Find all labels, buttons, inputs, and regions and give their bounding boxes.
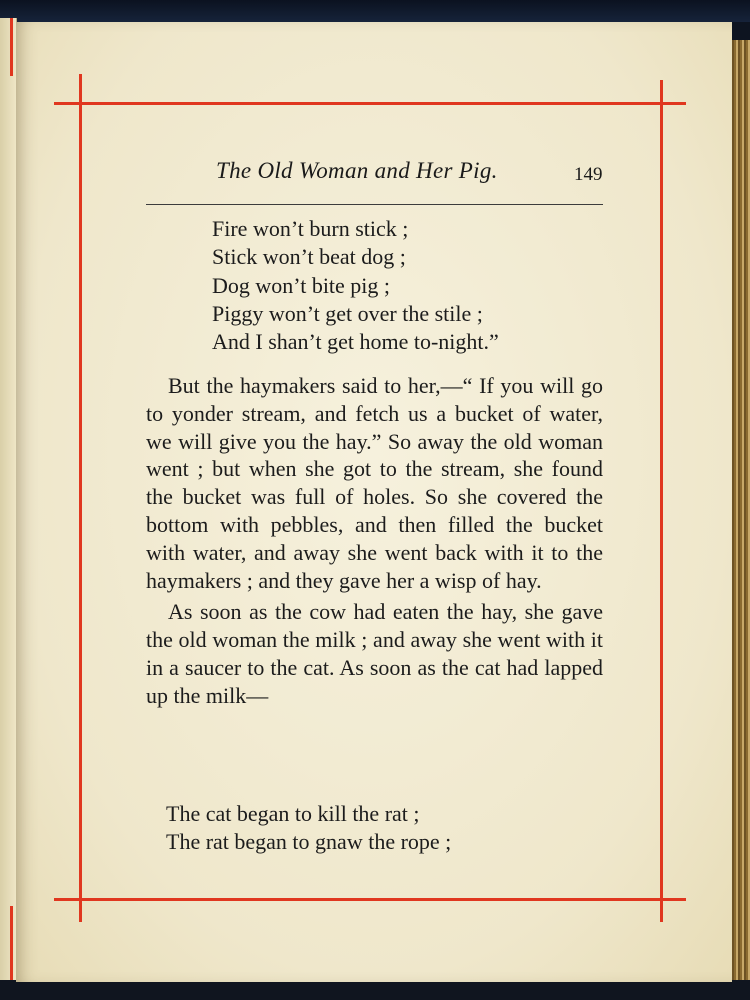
verse-block-2 [166,800,451,857]
verse-line: Dog won’t bite pig ; [212,272,391,298]
verse-line: The rat began to gnaw the rope ; [166,829,452,855]
verse-block-1 [212,215,499,356]
running-title: The Old Woman and Her Pig. [216,158,498,183]
verse-line: The cat began to kill the rat ; [166,801,420,826]
page-number: 149 [574,164,603,185]
paragraph: But the haymakers said to her,—“ If you will go to yonder stream, and fetch us a bucket of water, we will give you the hay.” So away the old woman went ; but when she got to the stream, she found the bucket was full of holes. So she covered the bottom with pebbles, and then filled the bucket with water, and away she went back with it to the haymakers ; and they gave her a wisp of hay. [146,373,603,593]
verse-line: And I shan’t get home to-night.” [212,329,499,355]
verse-line: Stick won’t beat dog ; [212,244,406,270]
verse-line: Piggy won’t get over the stile ; [212,300,483,326]
header-divider [146,204,603,205]
paragraph: As soon as the cow had eaten the hay, she gave the old woman the milk ; and away she went with it in a saucer to the cat. As soon as the cat had lapped up the milk— [146,599,603,708]
verse-line: Fire won’t burn stick ; [212,216,409,241]
prose-block [146,372,603,710]
